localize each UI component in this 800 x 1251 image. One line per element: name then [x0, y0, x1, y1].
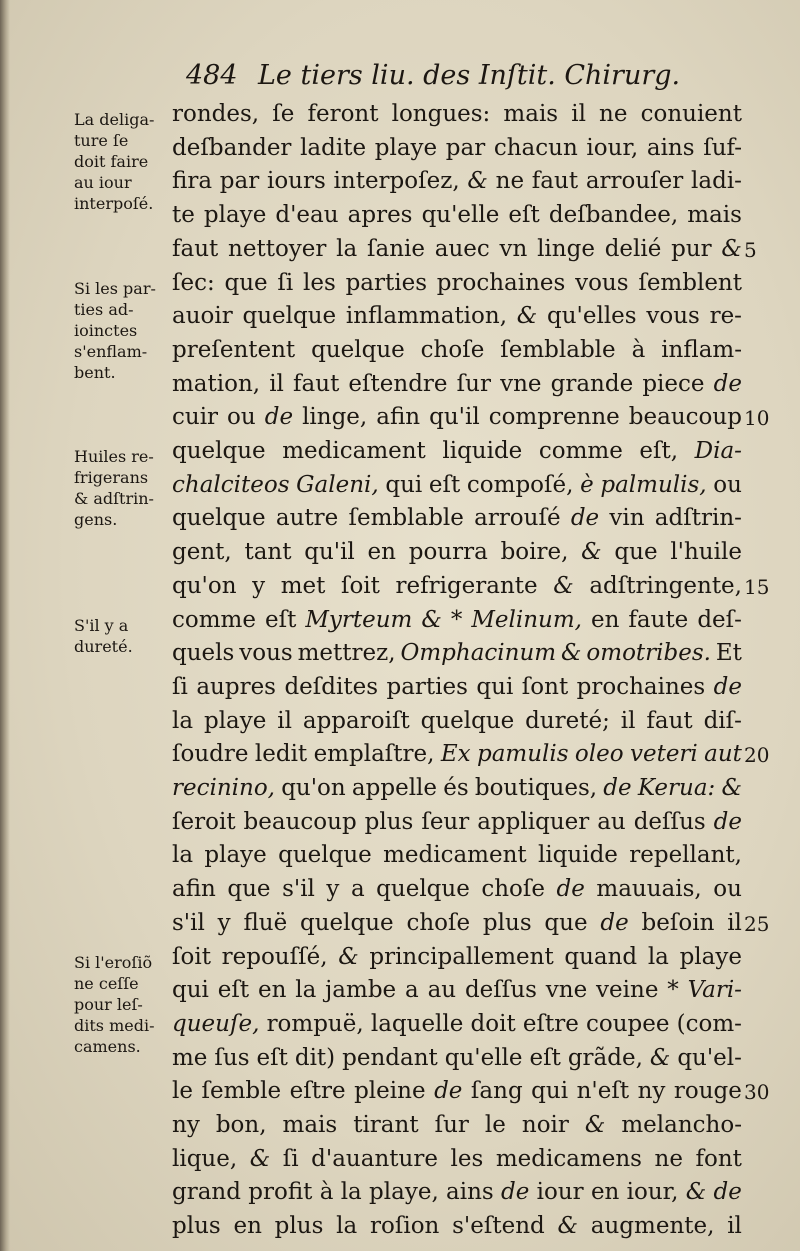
text-line: le ſemble eſtre pleine de ſang qui n'eſt ny rouge — [172, 1078, 742, 1105]
text-line: quels vous mettrez, Omphacinum & omotribes. Et — [172, 640, 742, 667]
margin-note-line: au iour — [74, 173, 132, 192]
text-line: me ſus eſt dit) pendant qu'elle eſt grãde, & qu'el- — [172, 1044, 742, 1071]
text-line: cuir ou de linge, afin qu'il comprenne beaucoup — [172, 404, 742, 431]
margin-note-line: & adſtrin- — [74, 489, 154, 508]
margin-note-line: bent. — [74, 362, 116, 382]
margin-note-line: S'il y a — [74, 615, 129, 635]
text-line: quelque autre ſemblable arrouſé de vin adſtrin- — [172, 505, 742, 532]
margin-note-line: interpoſé. — [74, 194, 154, 213]
text-line: mation, il faut eſtendre ſur vne grande piece de — [172, 370, 742, 397]
text-line: grand profit à la playe, ains de iour en iour, & de — [172, 1179, 742, 1206]
text-line: ny bon, mais tirant ſur le noir & melancho- — [172, 1112, 742, 1138]
margin-note-line: Si l'eroſiõ — [74, 952, 153, 972]
margin-note-line: gens. — [74, 510, 118, 529]
page-header — [0, 60, 800, 96]
text-line: qu'on y met ſoit refrigerante & adſtringente, — [172, 572, 742, 599]
text-line: recinino, qu'on appelle és boutiques, de Kerua: & — [172, 775, 742, 801]
margin-note-line: ties ad- — [74, 299, 134, 319]
text-line: deſbander ladite playe par chacun iour, ains ſuf- — [172, 134, 742, 161]
margin-note-line: dureté. — [74, 636, 133, 656]
line-number: 25 — [744, 911, 770, 936]
page-gutter-shadow — [0, 0, 10, 1251]
margin-note-line: doit faire — [74, 152, 149, 171]
margin-note-line: frigerans — [74, 468, 149, 487]
margin-note-erosion — [74, 952, 174, 1057]
line-number: 10 — [744, 406, 770, 431]
text-line: lique, & ſi d'auanture les medicamens ne font — [172, 1145, 742, 1172]
text-line: gent, tant qu'il en pourra boire, & que l'huile — [172, 539, 742, 566]
margin-note-line: pour leſ- — [74, 994, 143, 1014]
margin-note-line: s'enflam- — [74, 341, 148, 361]
text-line: comme eſt Myrteum & * Melinum, en faute deſ- — [172, 606, 742, 633]
text-line: la playe quelque medicament liquide repellant, — [172, 842, 742, 869]
margin-note-line: La deliga- — [74, 110, 155, 129]
margin-note-line: dits medi- — [74, 1015, 155, 1035]
page-number: 484 — [186, 60, 238, 91]
text-line: afin que s'il y a quelque choſe de mauuais, ou — [172, 876, 742, 903]
text-line: faut nettoyer la ſanie auec vn linge delié pur & — [172, 235, 742, 262]
margin-note-line: Si les par- — [74, 278, 156, 298]
text-line: ſoudre ledit emplaſtre, Ex pamulis oleo veteri aut — [172, 741, 742, 768]
text-line: quelque medicament liquide comme eſt, Dia- — [172, 438, 742, 464]
margin-note-deligature — [74, 109, 174, 214]
text-line: la playe il apparoiſt quelque dureté; il faut diſ- — [172, 707, 742, 734]
text-line: ſeroit beaucoup plus ſeur appliquer au deſſus de — [172, 808, 742, 835]
text-line: preſentent quelque choſe ſemblable à inflam- — [172, 336, 742, 363]
margin-note-line: ture ſe — [74, 131, 129, 150]
text-line: ſi aupres deſdites parties qui ſont prochaines de — [172, 673, 742, 700]
margin-note-line: Huiles re- — [74, 447, 154, 466]
line-number: 30 — [744, 1080, 770, 1105]
margin-note-line: camens. — [74, 1036, 141, 1056]
margin-note-huiles — [74, 446, 174, 530]
text-line: qui eſt en la jambe a au deſſus vne veine * Vari- — [172, 977, 742, 1004]
text-line: chalciteos Galeni, qui eſt compoſé, è palmulis, ou — [172, 471, 742, 498]
margin-note-durete — [74, 615, 174, 657]
text-line: plus en plus la roſion s'eſtend & augmente, il — [172, 1213, 742, 1240]
text-line: rondes, ſe feront longues: mais il ne conuient — [172, 101, 742, 127]
text-line: ſoit repouſſé, & principallement quand la playe — [172, 943, 742, 970]
margin-note-inflammation — [74, 278, 174, 383]
text-line: te playe d'eau apres qu'elle eſt deſbandee, mais — [172, 202, 742, 229]
text-line: fira par iours interpoſez, & ne faut arrouſer ladi- — [172, 168, 742, 195]
margin-note-line: ne ceſſe — [74, 973, 139, 993]
line-number: 15 — [744, 574, 770, 599]
line-number: 20 — [744, 743, 770, 768]
margin-note-line: ioinctes — [74, 320, 138, 340]
running-title: Le tiers liu. des Inſtit. Chirurg. — [258, 60, 681, 91]
text-line: s'il y fluë quelque choſe plus que de beſoin il — [172, 909, 742, 936]
text-line: ſec: que ſi les parties prochaines vous ſemblent — [172, 269, 742, 296]
text-line: auoir quelque inflammation, & qu'elles vous re- — [172, 303, 742, 330]
text-line: queuſe, rompuë, laquelle doit eſtre coupee (com- — [172, 1010, 742, 1037]
line-number: 5 — [744, 237, 757, 262]
